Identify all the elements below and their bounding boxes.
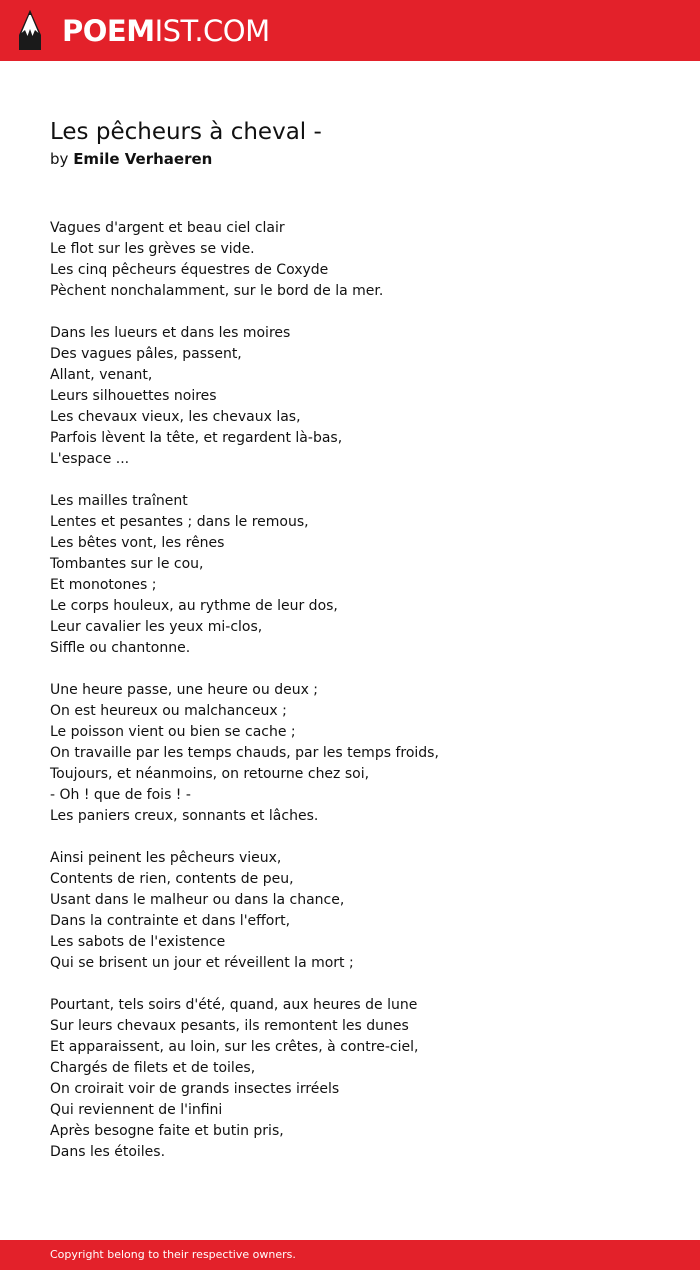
- poem-line: Lentes et pesantes ; dans le remous,: [50, 514, 309, 530]
- poem-line: Vagues d'argent et beau ciel clair: [50, 220, 285, 236]
- poem-line: Les paniers creux, sonnants et lâches.: [50, 808, 319, 824]
- stanza: [50, 848, 439, 974]
- site-logo[interactable]: [62, 12, 270, 50]
- byline: [50, 148, 212, 170]
- poem-line: Et apparaissent, au loin, sur les crêtes, à contre-ciel,: [50, 1039, 419, 1055]
- poem-line: Et monotones ;: [50, 577, 157, 593]
- poem-line: On travaille par les temps chauds, par les temps froids,: [50, 745, 439, 761]
- stanza-gap: [50, 659, 439, 680]
- brand-bold: POEM: [62, 14, 155, 48]
- poem-line: L'espace ...: [50, 451, 130, 467]
- site-footer: [0, 1240, 700, 1270]
- poem-line: Toujours, et néanmoins, on retourne chez soi,: [50, 766, 370, 782]
- poem-line: Contents de rien, contents de peu,: [50, 871, 294, 887]
- stanza-gap: [50, 827, 439, 848]
- poem-line: Une heure passe, une heure ou deux ;: [50, 682, 319, 698]
- poem-line: Leur cavalier les yeux mi-clos,: [50, 619, 263, 635]
- poem-line: Ainsi peinent les pêcheurs vieux,: [50, 850, 282, 866]
- poem-line: Parfois lèvent la tête, et regardent là-bas,: [50, 430, 343, 446]
- poem-line: Le flot sur les grèves se vide.: [50, 241, 255, 257]
- stanza: [50, 218, 439, 302]
- stanza: [50, 323, 439, 470]
- poem-title: Les pêcheurs à cheval -: [50, 119, 322, 145]
- poem-line: Les chevaux vieux, les chevaux las,: [50, 409, 301, 425]
- poem-line: Qui se brisent un jour et réveillent la mort ;: [50, 955, 354, 971]
- by-label: by: [50, 150, 69, 168]
- poem-line: Leurs silhouettes noires: [50, 388, 217, 404]
- poem-line: Chargés de filets et de toiles,: [50, 1060, 256, 1076]
- poem-line: Tombantes sur le cou,: [50, 556, 204, 572]
- poem-line: - Oh ! que de fois ! -: [50, 787, 191, 803]
- poem-line: Pèchent nonchalamment, sur le bord de la mer.: [50, 283, 384, 299]
- poem-line: Le corps houleux, au rythme de leur dos,: [50, 598, 338, 614]
- pencil-icon[interactable]: [18, 9, 42, 51]
- poem-line: Dans la contrainte et dans l'effort,: [50, 913, 291, 929]
- poem-line: Pourtant, tels soirs d'été, quand, aux heures de lune: [50, 997, 418, 1013]
- poem-line: Dans les lueurs et dans les moires: [50, 325, 291, 341]
- author-name: Emile Verhaeren: [73, 150, 213, 168]
- poem-line: Les bêtes vont, les rênes: [50, 535, 225, 551]
- poem-line: Allant, venant,: [50, 367, 153, 383]
- poem-line: Les sabots de l'existence: [50, 934, 226, 950]
- poem-line: Des vagues pâles, passent,: [50, 346, 242, 362]
- poem-line: Usant dans le malheur ou dans la chance,: [50, 892, 345, 908]
- stanza-gap: [50, 470, 439, 491]
- poem-body: [50, 218, 439, 1163]
- poem-line: Siffle ou chantonne.: [50, 640, 191, 656]
- stanza: [50, 995, 439, 1163]
- stanza: [50, 680, 439, 827]
- stanza-gap: [50, 302, 439, 323]
- poem-line: On croirait voir de grands insectes irréels: [50, 1081, 340, 1097]
- stanza-gap: [50, 974, 439, 995]
- poem-line: Qui reviennent de l'infini: [50, 1102, 223, 1118]
- poem-line: On est heureux ou malchanceux ;: [50, 703, 287, 719]
- poem-line: Le poisson vient ou bien se cache ;: [50, 724, 296, 740]
- site-header: [0, 0, 700, 61]
- poem-line: Les cinq pêcheurs équestres de Coxyde: [50, 262, 329, 278]
- stanza: [50, 491, 439, 659]
- poem-line: Sur leurs chevaux pesants, ils remontent les dunes: [50, 1018, 409, 1034]
- copyright-notice: Copyright belong to their respective owners.: [50, 1248, 296, 1261]
- poem-line: Après besogne faite et butin pris,: [50, 1123, 284, 1139]
- brand-light: IST.COM: [154, 14, 270, 48]
- poem-line: Dans les étoiles.: [50, 1144, 166, 1160]
- poem-line: Les mailles traînent: [50, 493, 188, 509]
